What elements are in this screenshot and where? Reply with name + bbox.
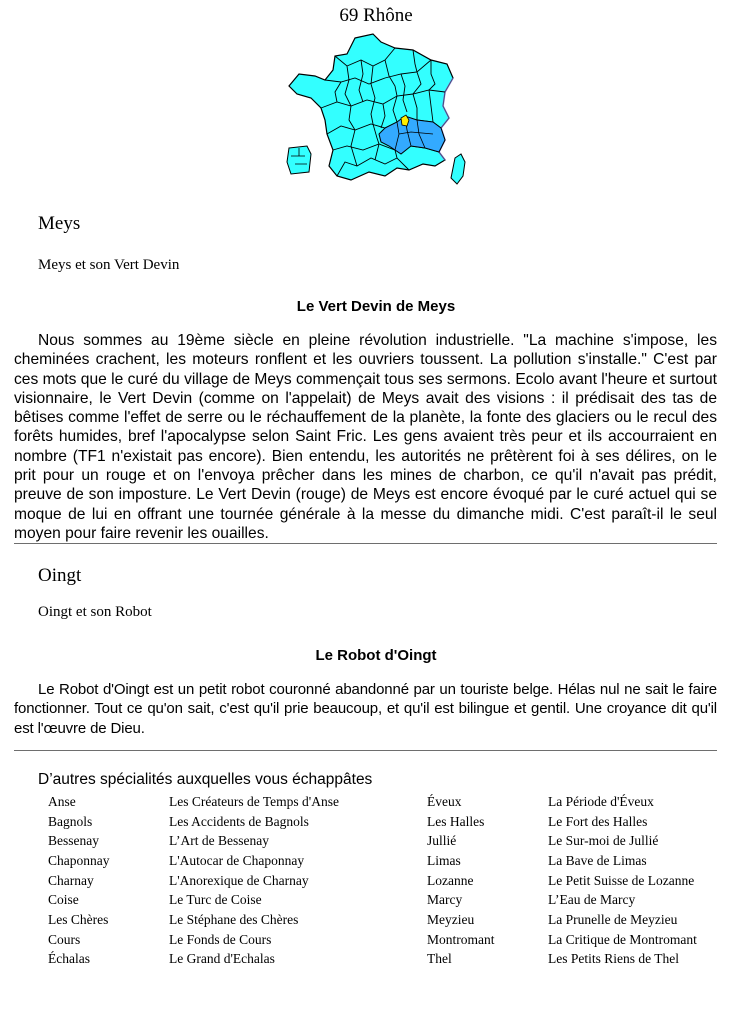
specialities-table [48, 792, 728, 969]
town-name: Jullié [427, 833, 457, 849]
section-subtitle-meys: Meys et son Vert Devin [38, 257, 180, 273]
table-row [48, 851, 728, 871]
article-title-meys: Le Vert Devin de Meys [296, 298, 456, 315]
speciality-name: La Critique de Montromant [548, 931, 697, 947]
table-row [48, 930, 728, 950]
speciality-name: L’Eau de Marcy [548, 892, 636, 908]
article-body-oingt: Le Robot d'Oingt est un petit robot couronné abandonné par un touriste belge. Hélas nul ne sait le faire fonctionner. Tout ce qu'on sait, c'est qu'il prie beaucoup, et qu'il est bilingue et gentil. Une croyance dit qu'il est l'œuvre de Dieu. [14, 681, 717, 737]
town-name: Limas [427, 852, 461, 868]
page-title: 69 Rhône [339, 5, 413, 26]
speciality-name: Le Fonds de Cours [169, 931, 272, 947]
speciality-name: Le Sur-moi de Jullié [548, 833, 659, 849]
speciality-name: La Prunelle de Meyzieu [548, 911, 678, 927]
town-name: Coise [48, 892, 79, 908]
town-name: Cours [48, 931, 81, 947]
section-subtitle-oingt: Oingt et son Robot [38, 604, 152, 620]
speciality-name: Les Petits Riens de Thel [548, 951, 679, 967]
table-row [48, 812, 728, 832]
table-row [48, 950, 728, 970]
table-row [48, 890, 728, 910]
town-name: Bessenay [48, 833, 99, 849]
speciality-name: Le Petit Suisse de Lozanne [548, 872, 695, 888]
article-body-meys: Nous sommes au 19ème siècle en pleine révolution industrielle. "La machine s'impose, les cheminées crachent, les moteurs ronflent et les ouvriers toussent. La pollution s'installe." C'est par ces mots que le curé du village de Meys commençait tous ses sermons. Ecolo avant l'heure et surtout visionnaire, le Vert Devin (comme on l'appelait) de Meys avait des visions : il prédisait des tas de bêtises comme l'effet de serre ou le réchauffement de la planète, la fonte des glaciers ou le recul des forêts humides, bref l'apocalypse selon Saint Fric. Les gens avaient très peur et ils accourraient en nombre (TF1 n'existait pas encore). Bien entendu, les autorités ne prêtèrent foi à ses délires, on le prit pour un rouge et on l'envoya prêcher dans les mines de charbon, ce qu'il n'avait pas prédit, preuve de son imposture. Le Vert Devin (rouge) de Meys est encore évoqué par le curé actuel qui se moque de lui en offrant une tournée générale à la messe du dimanche midi. C'est paraît-il le seul moyen pour faire revenir les ouailles. [14, 332, 717, 542]
table-row [48, 792, 728, 812]
town-name: Anse [48, 793, 76, 809]
speciality-name: Les Accidents de Bagnols [169, 813, 309, 829]
speciality-name: L'Autocar de Chaponnay [169, 852, 305, 868]
town-name: Les Chères [48, 911, 109, 927]
speciality-name: Le Grand d'Echalas [169, 951, 275, 967]
table-row [48, 910, 728, 930]
town-name: Les Halles [427, 813, 485, 829]
town-name: Charnay [48, 872, 94, 888]
speciality-name: L’Art de Bessenay [169, 833, 269, 849]
town-name: Chaponnay [48, 852, 110, 868]
town-name: Montromant [427, 931, 495, 947]
town-name: Meyzieu [427, 911, 475, 927]
town-name: Marcy [427, 892, 463, 908]
article-title-oingt: Le Robot d'Oingt [315, 647, 437, 664]
section-title-meys: Meys [38, 213, 81, 234]
speciality-name: Le Turc de Coise [169, 892, 262, 908]
others-title: D’autres spécialités auxquelles vous échappâtes [38, 771, 373, 788]
table-row [48, 831, 728, 851]
speciality-name: Le Fort des Halles [548, 813, 648, 829]
town-name: Thel [427, 951, 452, 967]
speciality-name: Le Stéphane des Chères [169, 911, 299, 927]
speciality-name: La Bave de Limas [548, 852, 647, 868]
town-name: Bagnols [48, 813, 93, 829]
speciality-name: Les Créateurs de Temps d'Anse [169, 793, 339, 809]
section-title-oingt: Oingt [38, 565, 82, 586]
speciality-name: La Période d'Éveux [548, 793, 654, 809]
france-departments-map-icon [285, 30, 475, 195]
divider [14, 543, 717, 544]
divider [14, 750, 717, 751]
town-name: Éveux [427, 793, 462, 809]
table-row [48, 871, 728, 891]
town-name: Lozanne [427, 872, 474, 888]
town-name: Échalas [48, 951, 90, 967]
speciality-name: L'Anorexique de Charnay [169, 872, 309, 888]
